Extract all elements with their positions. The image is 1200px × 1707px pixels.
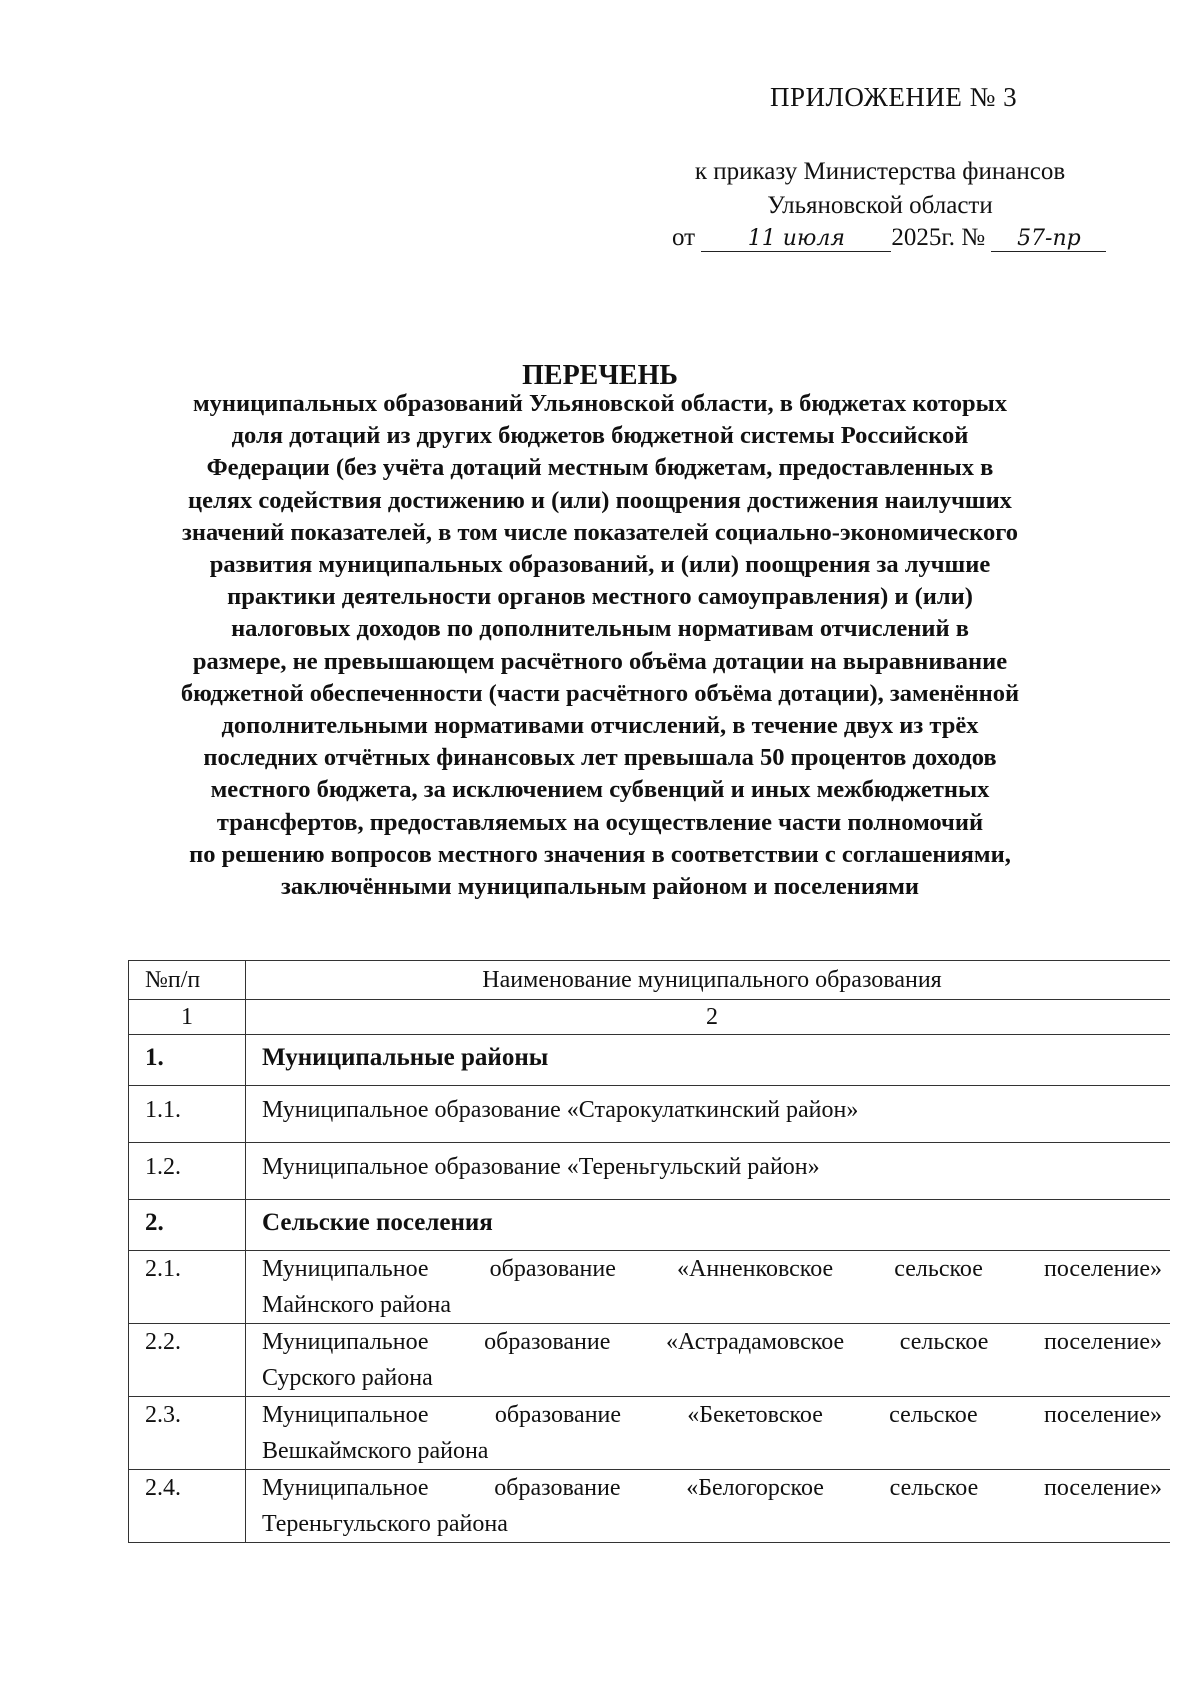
table-row [129, 1251, 1171, 1324]
order-year: 2025г. № [891, 224, 986, 251]
row-name [246, 1251, 1171, 1324]
header-number: №п/п [129, 961, 246, 1000]
row-number: 2.3. [129, 1397, 246, 1470]
handwritten-order-number: 57-пр [991, 226, 1106, 252]
description-line: размере, не превышающем расчётного объёма дотации на выравнивание [192, 647, 1008, 675]
description-line: практики деятельности органов местного самоуправления) и (или) [227, 583, 973, 611]
order-line-2: Ульяновской области [767, 192, 993, 219]
row-name-line2: Вешкаймского района [262, 1438, 489, 1464]
row-name-line2: Сурского района [262, 1365, 433, 1391]
row-name: Муниципальное образование «Старокулаткинский район» [246, 1086, 1171, 1143]
row-name-line1: Муниципальное образование «Анненковское сельское поселение» [262, 1256, 1162, 1282]
row-name-line1: Муниципальное образование «Белогорское сельское поселение» [262, 1475, 1162, 1501]
description-line: целях содействия достижению и (или) поощрения достижения наилучших [188, 486, 1012, 514]
row-name [246, 1470, 1171, 1543]
row-number: 2.4. [129, 1470, 246, 1543]
row-number: 1.1. [129, 1086, 246, 1143]
section-title: Сельские поселения [246, 1200, 1171, 1251]
handwritten-date: 11 июля [701, 226, 891, 252]
description-line: налоговых доходов по дополнительным нормативам отчислений в [231, 615, 969, 643]
table-header-row [129, 961, 1171, 1000]
appendix-label: ПРИЛОЖЕНИЕ № 3 [770, 82, 1018, 112]
description-line: доля дотаций из других бюджетов бюджетной системы Российской [231, 422, 969, 450]
order-line-1: к приказу Министерства финансов [694, 158, 1066, 185]
section-row [129, 1035, 1171, 1086]
description-line: бюджетной обеспеченности (части расчётного объёма дотации), заменённой [180, 679, 1020, 707]
row-name [246, 1397, 1171, 1470]
description-line: трансфертов, предоставляемых на осуществление части полномочий [216, 808, 984, 836]
municipalities-table [128, 960, 1170, 1543]
row-name [246, 1324, 1171, 1397]
row-number: 2.1. [129, 1251, 246, 1324]
section-number: 1. [129, 1035, 246, 1086]
document-title: ПЕРЕЧЕНЬ [522, 360, 678, 391]
row-name-line2: Майнского района [262, 1292, 452, 1318]
section-title: Муниципальные районы [246, 1035, 1171, 1086]
column-index-row [129, 1000, 1171, 1035]
column-index-2: 2 [246, 1000, 1171, 1035]
row-name-line2: Тереньгульского района [262, 1511, 508, 1537]
description-line: последних отчётных финансовых лет превышала 50 процентов доходов [203, 744, 997, 772]
section-row [129, 1200, 1171, 1251]
table-row [129, 1470, 1171, 1543]
description-line: дополнительными нормативами отчислений, в течение двух из трёх [221, 712, 979, 740]
order-reference [640, 155, 1120, 223]
row-name: Муниципальное образование «Тереньгульский район» [246, 1143, 1171, 1200]
row-number: 2.2. [129, 1324, 246, 1397]
description-line: заключёнными муниципальным районом и поселениями [281, 873, 919, 901]
description-line: по решению вопросов местного значения в соответствии с соглашениями, [189, 840, 1011, 868]
table-row [129, 1397, 1171, 1470]
date-prefix: от [672, 224, 696, 251]
header-name: Наименование муниципального образования [246, 961, 1171, 1000]
row-name-line1: Муниципальное образование «Астрадамовское сельское поселение» [262, 1329, 1162, 1355]
row-name-line1: Муниципальное образование «Бекетовское сельское поселение» [262, 1402, 1162, 1428]
table-row [129, 1324, 1171, 1397]
document-description [125, 388, 1075, 903]
order-date-line [672, 224, 1106, 252]
description-line: Федерации (без учёта дотаций местным бюджетам, предоставленных в [206, 454, 994, 482]
description-line: значений показателей, в том числе показателей социально-экономического [182, 518, 1018, 546]
description-line: развития муниципальных образований, и (или) поощрения за лучшие [209, 551, 991, 579]
description-line: муниципальных образований Ульяновской области, в бюджетах которых [192, 390, 1008, 417]
section-number: 2. [129, 1200, 246, 1251]
table-row [129, 1086, 1171, 1143]
description-line: местного бюджета, за исключением субвенций и иных межбюджетных [210, 776, 990, 804]
row-number: 1.2. [129, 1143, 246, 1200]
table-row [129, 1143, 1171, 1200]
column-index-1: 1 [129, 1000, 246, 1035]
